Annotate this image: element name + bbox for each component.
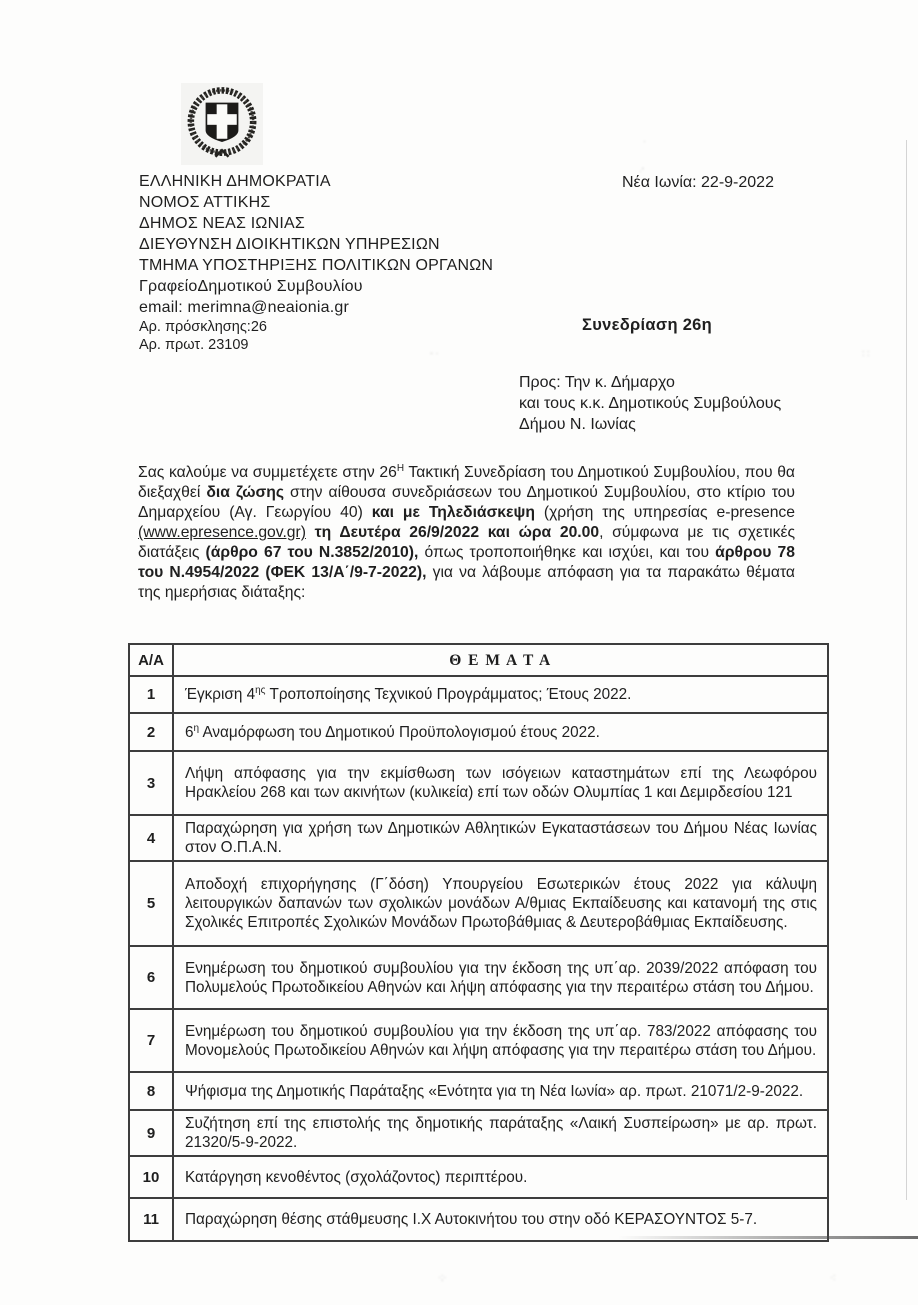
text-segment: Έγκριση 4 [185, 686, 256, 703]
recipient-line: Δήμου Ν. Ιωνίας [519, 416, 636, 433]
agency-header-block [139, 171, 493, 318]
agenda-row-topic [173, 1072, 828, 1110]
agenda-row [129, 1009, 828, 1072]
scan-artifact: ·' [639, 166, 644, 176]
agency-header-line: ΝΟΜΟΣ ΑΤΤΙΚΗΣ [139, 194, 271, 211]
agenda-header-row [129, 644, 828, 676]
scan-streak [618, 1236, 918, 1239]
agenda-row [129, 815, 828, 861]
agency-header-line: ΔΙΕΥΘΥΝΣΗ ΔΙΟΙΚΗΤΙΚΩΝ ΥΠΗΡΕΣΙΩΝ [139, 236, 440, 253]
text-segment: Τροποποίησης Τεχνικού Προγράμματος; Έτους 2022. [265, 686, 632, 703]
agenda-row-topic [173, 1110, 828, 1156]
agenda-row-number: 8 [129, 1072, 173, 1110]
recipient-line: και τους κ.κ. Δημοτικούς Συμβούλους [519, 395, 782, 412]
text-segment: στην αίθουσα συνεδριάσεων του Δημοτικού Συμβουλίου, στο κτίριο του Δημαρχείου (Αγ. Γεωργίου 40) [138, 484, 795, 521]
text-segment: Συζήτηση επί της επιστολής της δημοτικής παράταξης «Λαική Συσπείρωση» με αρ. πρωτ. 21320/5-9-2022. [185, 1115, 817, 1151]
text-segment: Τακτική Συνεδρίαση του Δημοτικού Συμβουλίου, που θα διεξαχθεί [138, 464, 795, 501]
reference-line: Αρ. πρόσκλησης:26 [139, 319, 267, 335]
recipient-block [519, 372, 781, 435]
agenda-row [129, 713, 828, 751]
agenda-row [129, 1110, 828, 1156]
agenda-row [129, 1072, 828, 1110]
agenda-row-number: 10 [129, 1156, 173, 1198]
text-segment: Αναμόρφωση του Δημοτικού Προϋπολογισμού έτους 2022. [199, 723, 600, 741]
text-segment: 6 [185, 723, 194, 741]
agenda-row-topic [173, 751, 828, 815]
agency-header-line: ΔΗΜΟΣ ΝΕΑΣ ΙΩΝΙΑΣ [139, 215, 305, 232]
agenda-row-number: 4 [129, 815, 173, 861]
text-segment: όπως τροποποιήθηκε και ισχύει, και του [418, 544, 716, 561]
agenda-row [129, 1198, 828, 1241]
agency-header-line: ΓραφείοΔημοτικού Συμβουλίου [139, 278, 363, 295]
text-segment: Κατάργηση κενοθέντος (σχολάζοντος) περιπτέρου. [185, 1168, 528, 1186]
agenda-row-topic [173, 713, 828, 751]
agenda-row [129, 1156, 828, 1198]
agenda-row-number: 11 [129, 1198, 173, 1241]
scan-page-edge-line [906, 140, 907, 1200]
col-header-number: Α/Α [129, 644, 173, 676]
agenda-row-topic [173, 1156, 828, 1198]
session-number-label: Συνεδρίαση 26η [582, 316, 713, 334]
agenda-row-topic [173, 1009, 828, 1072]
agenda-row-number: 9 [129, 1110, 173, 1156]
text-segment: για να λάβουμε απόφαση για τα παρακάτω θέματα της ημερήσιας διάταξης: [138, 564, 795, 601]
text-segment: και με Τηλεδιάσκεψη [371, 504, 535, 521]
agenda-row-topic [173, 815, 828, 861]
invitation-paragraph [138, 463, 795, 603]
reference-line: Αρ. πρωτ. 23109 [139, 337, 249, 353]
text-segment: Αποδοχή επιχορήγησης (Γ΄δόση) Υπουργείου Εσωτερικών έτους 2022 για κάλυψη λειτουργικών δαπανών των σχολικών μονάδων Α/θμιας Εκπαίδευσης και κατανομή της στις Σχολικές Επιτροπές Σχολικών Μονάδων Πρωτοβάθμιας & Δευτεροβάθμιας Εκπαίδευσης. [185, 876, 817, 931]
agenda-row [129, 676, 828, 713]
agenda-row-number: 5 [129, 861, 173, 946]
text-segment [306, 524, 315, 541]
col-header-themes: Θ Ε Μ Α Τ Α [173, 644, 828, 676]
agenda-row [129, 946, 828, 1009]
agenda-table [128, 643, 829, 1242]
text-segment: Λήψη απόφασης για την εκμίσθωση των ισόγειων καταστημάτων επί της Λεωφόρου Ηρακλείου 268 και των ακινήτων (κυλικεία) επί των οδών Ολυμπίας 1 και Δεμιρδεσίου 121 [185, 765, 817, 801]
text-segment: Ενημέρωση του δημοτικού συμβουλίου για την έκδοση της υπ΄αρ. 783/2022 απόφασης του Μονομελούς Πρωτοδικείου Αθηνών και λήψη απόφασης για την περαιτέρω στάση του Δήμου. [185, 1022, 817, 1059]
reference-numbers-block [139, 318, 267, 354]
recipient-line: Προς: Την κ. Δήμαρχο [519, 374, 675, 391]
text-segment: (www.epresence.gov.gr) [138, 524, 306, 541]
agenda-row-number: 6 [129, 946, 173, 1009]
text-segment: (χρήση της υπηρεσίας e-presence [534, 504, 795, 521]
text-segment: Παραχώρηση για χρήση των Δημοτικών Αθλητικών Εγκαταστάσεων του Δήμου Νέας Ιωνίας στον Ο.Π.Α.Ν. [185, 820, 817, 856]
text-segment: , σύμφωνα με τις σχετικές διατάξεις [138, 524, 795, 561]
agenda-row-number: 2 [129, 713, 173, 751]
text-segment: η [193, 722, 200, 734]
scan-artifact: - · [430, 348, 439, 358]
text-segment: ης [255, 684, 266, 696]
text-segment: Σας καλούμε να συμμετέχετε στην 26 [138, 464, 397, 481]
text-segment: Παραχώρηση θέσης στάθμευσης Ι.Χ Αυτοκινήτου του στην οδό ΚΕΡΑΣΟΥΝΤΟΣ 5-7. [185, 1211, 758, 1228]
text-segment: άρθρου 78 του Ν.4954/2022 (ΦΕΚ 13/Α΄/9-7-2022), [138, 544, 795, 581]
text-segment: τη Δευτέρα 26/9/2022 και ώρα 20.00 [314, 524, 600, 541]
text-segment: δια ζώσης [206, 484, 284, 501]
scan-artifact: ·: [830, 1272, 836, 1282]
agenda-row-topic [173, 861, 828, 946]
text-segment: Η [396, 462, 405, 474]
agenda-row-number: 1 [129, 676, 173, 713]
agenda-row-topic [173, 1198, 828, 1241]
agenda-row [129, 861, 828, 946]
agenda-row-number: 7 [129, 1009, 173, 1072]
greek-republic-emblem-icon [178, 83, 266, 165]
scan-artifact: · [643, 136, 646, 146]
agenda-row-topic [173, 676, 828, 713]
place-and-date: Νέα Ιωνία: 22-9-2022 [622, 174, 774, 191]
agency-header-line: ΤΜΗΜΑ ΥΠΟΣΤΗΡΙΞΗΣ ΠΟΛΙΤΙΚΩΝ ΟΡΓΑΝΩΝ [139, 257, 494, 274]
text-segment: Ενημέρωση του δημοτικού συμβουλίου για την έκδοση της υπ΄αρ. 2039/2022 απόφαση του Πολυμελούς Πρωτοδικείου Αθηνών και λήψη απόφασης για την περαιτέρω στάση του Δήμου. [185, 959, 817, 996]
text-segment: (άρθρο 67 του Ν.3852/2010), [205, 544, 419, 561]
scan-artifact: : : [862, 348, 870, 358]
scan-artifact: ·;· [438, 1272, 447, 1282]
agenda-row-number: 3 [129, 751, 173, 815]
agency-header-line: email: merimna@neaionia.gr [139, 299, 349, 316]
text-segment: Ψήφισμα της Δημοτικής Παράταξης «Ενότητα για τη Νέα Ιωνία» αρ. πρωτ. 21071/2-9-2022. [185, 1082, 804, 1100]
agency-header-line: ΕΛΛΗΝΙΚΗ ΔΗΜΟΚΡΑΤΙΑ [139, 173, 331, 190]
agenda-row-topic [173, 946, 828, 1009]
agenda-row [129, 751, 828, 815]
